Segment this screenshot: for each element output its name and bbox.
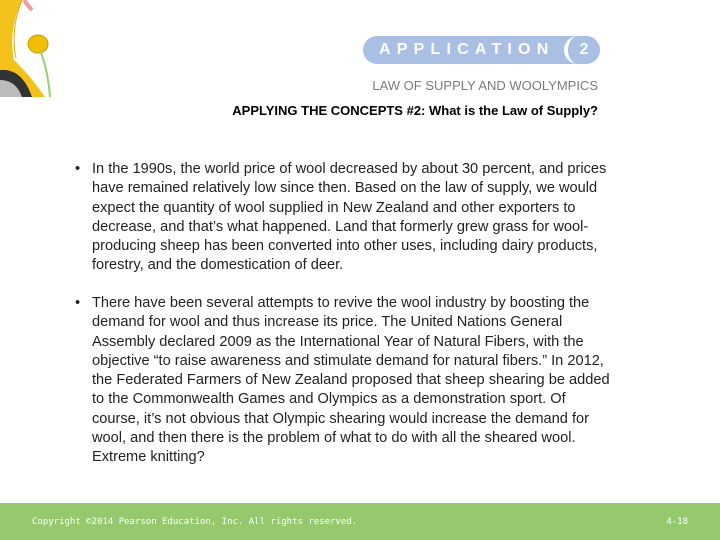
text-line: have remained relatively low since then. Based on the law of supply, we would [92, 180, 598, 197]
text-line: expect the quantity of wool supplied in New Zealand and other exporters to [92, 199, 576, 216]
text-line: Assembly declared 2009 as the International Year of Natural Fibers, with the [92, 333, 584, 350]
slide-subtitle: LAW OF SUPPLY AND WOOLYMPICS [372, 78, 598, 93]
badge-number: 2 [564, 36, 600, 64]
text-line: course, it’s not obvious that Olympic shearing would increase the demand for [92, 410, 589, 427]
application-badge [363, 36, 600, 64]
slide-heading: APPLYING THE CONCEPTS #2: What is the Law of Supply? [232, 103, 598, 118]
text-line: objective “to raise awareness and stimulate demand for natural fibers.” In 2012, [92, 352, 604, 369]
text-line: There have been several attempts to revive the wool industry by boosting the [92, 295, 590, 311]
bullet-icon: • [75, 161, 81, 177]
bullet-icon: • [75, 295, 81, 311]
text-line: Extreme knitting? [92, 449, 205, 466]
text-line: the Federated Farmers of New Zealand proposed that sheep shearing be added [92, 372, 610, 389]
text-line: In the 1990s, the world price of wool decreased by about 30 percent, and prices [92, 161, 607, 177]
page-number: 4-18 [666, 517, 688, 527]
text-line: demand for wool and thus increase its price. The United Nations General [92, 314, 563, 331]
footer-bar [0, 503, 720, 540]
text-line: to the Commonwealth Games and Olympics as a demonstration sport. Of [92, 391, 566, 408]
text-line: producing sheep has been converted into other uses, including dairy products, [92, 238, 598, 255]
car-image [0, 0, 60, 97]
text-line: wool, and then there is the problem of what to do with all the sheared wool. [92, 430, 576, 447]
copyright-text: Copyright ©2014 Pearson Education, Inc. All rights reserved. [32, 517, 358, 527]
text-line: decrease, and that’s what happened. Land that formerly grew grass for wool- [92, 218, 589, 235]
badge-label: APPLICATION [379, 41, 555, 58]
text-line: forestry, and the domestication of deer. [92, 257, 344, 274]
